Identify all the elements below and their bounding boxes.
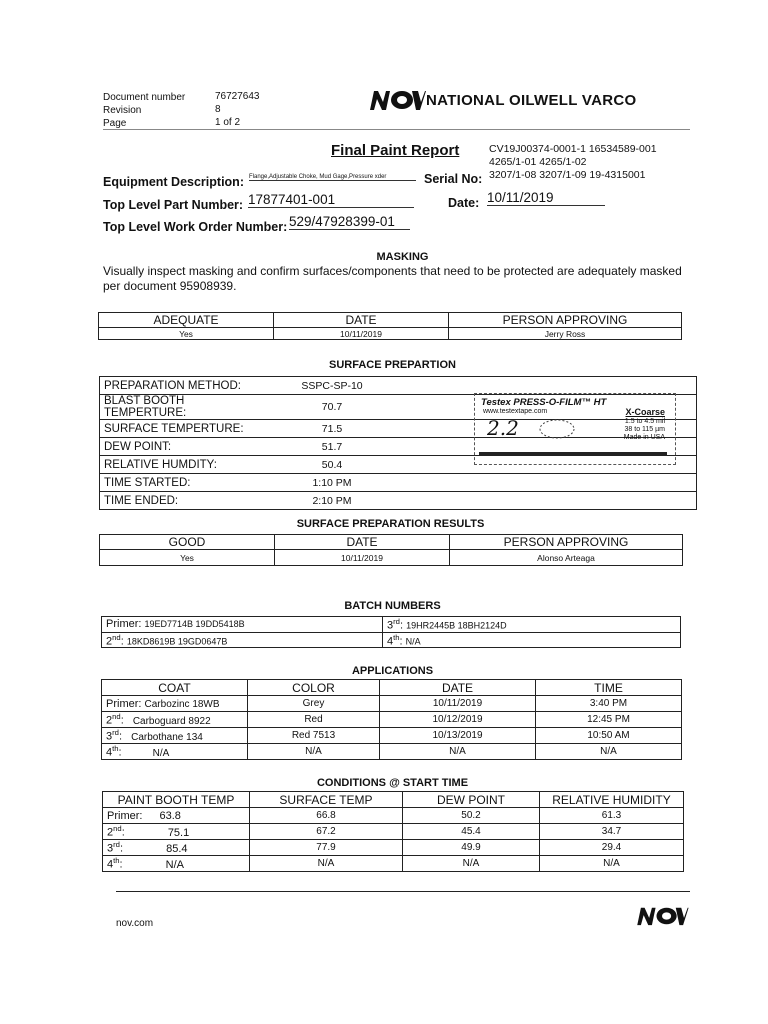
nov-emblem-icon [368,88,426,112]
table-row: 4th: N/A N/A N/A N/A [103,856,684,872]
serial-line: CV19J00374-0001-1 16534589-001 [489,143,657,155]
applications-table [101,679,682,760]
app-header: COLOR [248,680,380,696]
prep-value: 71.5 [268,420,396,438]
prep-results-table [99,534,683,566]
doc-number-label: Document number [103,92,186,103]
company-name: NATIONAL OILWELL VARCO [426,92,637,109]
prep-value: SSPC-SP-10 [268,377,396,395]
date-label: Date: [448,196,480,210]
results-date: 10/11/2019 [275,550,450,566]
table-row [100,474,697,492]
masking-date: 10/11/2019 [274,328,449,340]
film-reading: 2.2 [487,416,519,440]
masking-table [98,312,682,340]
doc-meta [103,91,185,130]
batch-third: 19HR2445B 18BH2124D [406,620,507,631]
results-header: DATE [275,535,450,550]
table-row: Primer: 63.8 66.8 50.2 61.3 [103,808,684,824]
film-brand: Testex PRESS-O-FILM™ HT [481,397,607,408]
app-header: DATE [380,680,536,696]
press-o-film-tape [474,393,676,465]
report-title: Final Paint Report [331,142,460,159]
table-row: 2nd: 75.1 67.2 45.4 34.7 [103,824,684,840]
masking-text: Visually inspect masking and confirm surfaces/components that need to be protected are adequately masked per document 95908939. [103,264,682,293]
cond-header: RELATIVE HUMIDITY [540,792,684,808]
doc-number: 76727643 [215,91,260,102]
cond-header: SURFACE TEMP [250,792,403,808]
prep-label: DEW POINT: [100,438,269,456]
work-order-label: Top Level Work Order Number: [103,220,288,234]
nov-emblem-icon [635,905,689,927]
serial-line: 4265/1-01 4265/1-02 [489,156,587,168]
film-range-um: 38 to 115 µm [624,426,665,433]
conditions-title: CONDITIONS @ START TIME [316,777,469,789]
surface-prep-title: SURFACE PREPARTION [329,359,456,371]
prep-value: 50.4 [268,456,396,474]
app-header: TIME [536,680,682,696]
footer-logo [635,905,689,932]
table-row: 3rd: Carbothane 134 Red 7513 10/13/2019 10:50 AM [102,728,682,744]
serial-label: Serial No: [424,172,483,186]
film-url: www.testextape.com [483,408,548,415]
batch-primer: 19ED7714B 19DD5418B [144,619,245,630]
prep-label: SURFACE TEMPERTURE: [100,420,269,438]
table-row: 3rd: 85.4 77.9 49.9 29.4 [103,840,684,856]
conditions-table [102,791,684,872]
prep-label: TIME STARTED: [100,474,269,492]
masking-header: ADEQUATE [99,313,274,328]
masking-header: DATE [274,313,449,328]
serial-numbers [489,143,657,182]
film-origin: Made in USA [623,434,665,441]
prep-label: BLAST BOOTH TEMPERTURE: [100,395,269,420]
date-value: 10/11/2019 [487,190,605,206]
masking-adequate: Yes [99,328,274,340]
equipment-label: Equipment Description: [103,175,244,189]
prep-value: 51.7 [268,438,396,456]
prep-label: RELATIVE HUMDITY: [100,456,269,474]
equipment-value: Flange,Adjustable Choke, Mud Gage,Pressure xder [249,174,416,181]
app-header: COAT [102,680,248,696]
cond-header: DEW POINT [403,792,540,808]
footer-divider [116,891,690,892]
batch-fourth: N/A [405,636,421,647]
cond-header: PAINT BOOTH TEMP [103,792,250,808]
results-header: PERSON APPROVING [450,535,683,550]
batch-primer-label: Primer: [106,618,142,631]
revision-label: Revision [103,105,142,116]
top-part-value: 17877401-001 [248,192,414,208]
batch-title: BATCH NUMBERS [344,600,441,612]
prep-label: TIME ENDED: [100,492,269,510]
masking-header: PERSON APPROVING [449,313,682,328]
work-order-value: 529/47928399-01 [289,214,410,230]
top-part-label: Top Level Part Number: [103,198,244,212]
results-header: GOOD [100,535,275,550]
film-range-mil: 1.5 to 4.5 mil [624,418,665,425]
serial-line: 3207/1-08 3207/1-09 19-4315001 [489,169,646,181]
table-row: Primer: Carbozinc 18WB Grey 10/11/2019 3:40 PM [102,696,682,712]
masking-person: Jerry Ross [449,328,682,340]
footer-site: nov.com [116,918,154,929]
table-row [100,492,697,510]
prep-results-title: SURFACE PREPARATION RESULTS [296,518,485,530]
revision: 8 [215,104,221,115]
doc-meta-values [215,90,260,129]
results-person: Alonso Arteaga [450,550,683,566]
nov-logo [368,88,668,114]
film-circle-icon [537,418,577,440]
table-row [100,377,697,395]
prep-value: 1:10 PM [268,474,396,492]
prep-value: 70.7 [268,395,396,420]
batch-table: Primer: 19ED7714B 19DD5418B 3rd: 19HR2445B 18BH2124D 2nd: 18KD8619B 19GD0647B 4th: N/A [101,616,681,648]
page-number: 1 of 2 [215,117,241,128]
page-label: Page [103,118,127,129]
header-divider [103,129,690,130]
table-row: 2nd: Carboguard 8922 Red 10/12/2019 12:45 PM [102,712,682,728]
results-good: Yes [100,550,275,566]
table-row: 4th: N/A N/A N/A N/A [102,744,682,760]
film-scale-bar [479,452,667,455]
masking-title: MASKING [376,251,429,263]
prep-label: PREPARATION METHOD: [100,377,269,395]
applications-title: APPLICATIONS [351,665,434,677]
prep-value: 2:10 PM [268,492,396,510]
batch-second: 18KD8619B 19GD0647B [126,636,228,647]
film-grade: X-Coarse [625,407,665,417]
